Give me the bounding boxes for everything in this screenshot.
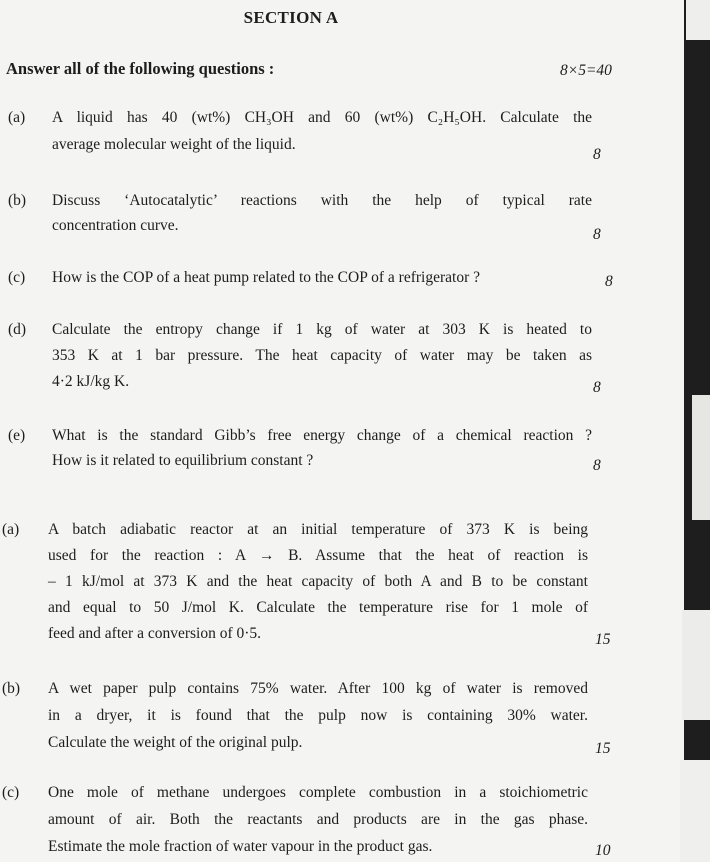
question-text-line: How is it related to equilibrium constant ? — [52, 452, 314, 469]
scan-edge-gap — [686, 0, 710, 40]
question-text-line: How is the COP of a heat pump related to the COP of a refrigerator ? — [52, 269, 480, 286]
question-text-line: What is the standard Gibb’s free energy change of a chemical reaction ? — [52, 427, 592, 444]
question-item — [8, 424, 608, 484]
question-item — [2, 677, 611, 757]
question-item — [8, 106, 608, 166]
question-label: (b) — [2, 680, 21, 697]
question-text-line: 4·2 kJ/kg K. — [52, 373, 130, 390]
instruction: Answer all of the following questions : — [6, 59, 275, 78]
question-marks: 8 — [593, 457, 601, 474]
question-text-line: A liquid has 40 (wt%) CH₃OH and 60 (wt%) C₂H₅OH. Calculate the — [52, 109, 592, 126]
question-label: (a) — [2, 521, 20, 538]
question-item — [2, 781, 611, 861]
question-marks: 8 — [593, 379, 601, 396]
question-item — [2, 518, 611, 648]
question-text-line: amount of air. Both the reactants and products are in the gas phase. — [48, 811, 588, 828]
question-text-line: and equal to 50 J/mol K. Calculate the temperature rise for 1 mole of — [48, 599, 588, 616]
question-text-line: in a dryer, it is found that the pulp now is containing 30% water. — [48, 707, 588, 724]
question-item — [8, 189, 608, 249]
scan-edge-gap — [692, 395, 710, 520]
question-label: (b) — [8, 192, 27, 209]
scan-edge-gap — [682, 610, 710, 720]
question-text-line: One mole of methane undergoes complete combustion in a stoichiometric — [48, 784, 588, 801]
question-label: (c) — [2, 784, 20, 801]
question-marks: 8 — [593, 226, 601, 243]
question-label: (a) — [8, 109, 26, 126]
question-text-line: Calculate the weight of the original pulp. — [48, 734, 303, 751]
question-label: (d) — [8, 321, 27, 338]
question-text-line: A wet paper pulp contains 75% water. After 100 kg of water is removed — [48, 680, 588, 697]
question-text-line: Discuss ‘Autocatalytic’ reactions with the help of typical rate — [52, 192, 592, 209]
question-text-line: feed and after a conversion of 0·5. — [48, 625, 262, 642]
question-marks: 15 — [595, 740, 611, 757]
scan-edge-gap — [680, 760, 710, 862]
question-label: (c) — [8, 269, 26, 286]
question-text-line: Estimate the mole fraction of water vapour in the product gas. — [48, 838, 433, 855]
question-marks: 10 — [595, 842, 611, 859]
question-text-line: concentration curve. — [52, 217, 179, 234]
section-title: SECTION A — [243, 8, 339, 27]
question-label: (e) — [8, 427, 26, 444]
question-text-line: average molecular weight of the liquid. — [52, 136, 296, 153]
question-item — [8, 266, 613, 296]
question-text-line: 353 K at 1 bar pressure. The heat capacity of water may be taken as — [52, 347, 592, 364]
question-item — [8, 318, 608, 398]
question-text-line: used for the reaction : A → B. Assume that the heat of reaction is — [48, 547, 588, 564]
question-text-line: A batch adiabatic reactor at an initial temperature of 373 K is being — [48, 521, 588, 538]
question-marks: 8 — [605, 273, 613, 290]
question-text-line: – 1 kJ/mol at 373 K and the heat capacity of both A and B to be constant — [48, 573, 588, 590]
question-text-line: Calculate the entropy change if 1 kg of water at 303 K is heated to — [52, 321, 592, 338]
question-marks: 8 — [593, 146, 601, 163]
question-marks: 15 — [595, 631, 611, 648]
total-marks: 8×5=40 — [560, 62, 612, 79]
